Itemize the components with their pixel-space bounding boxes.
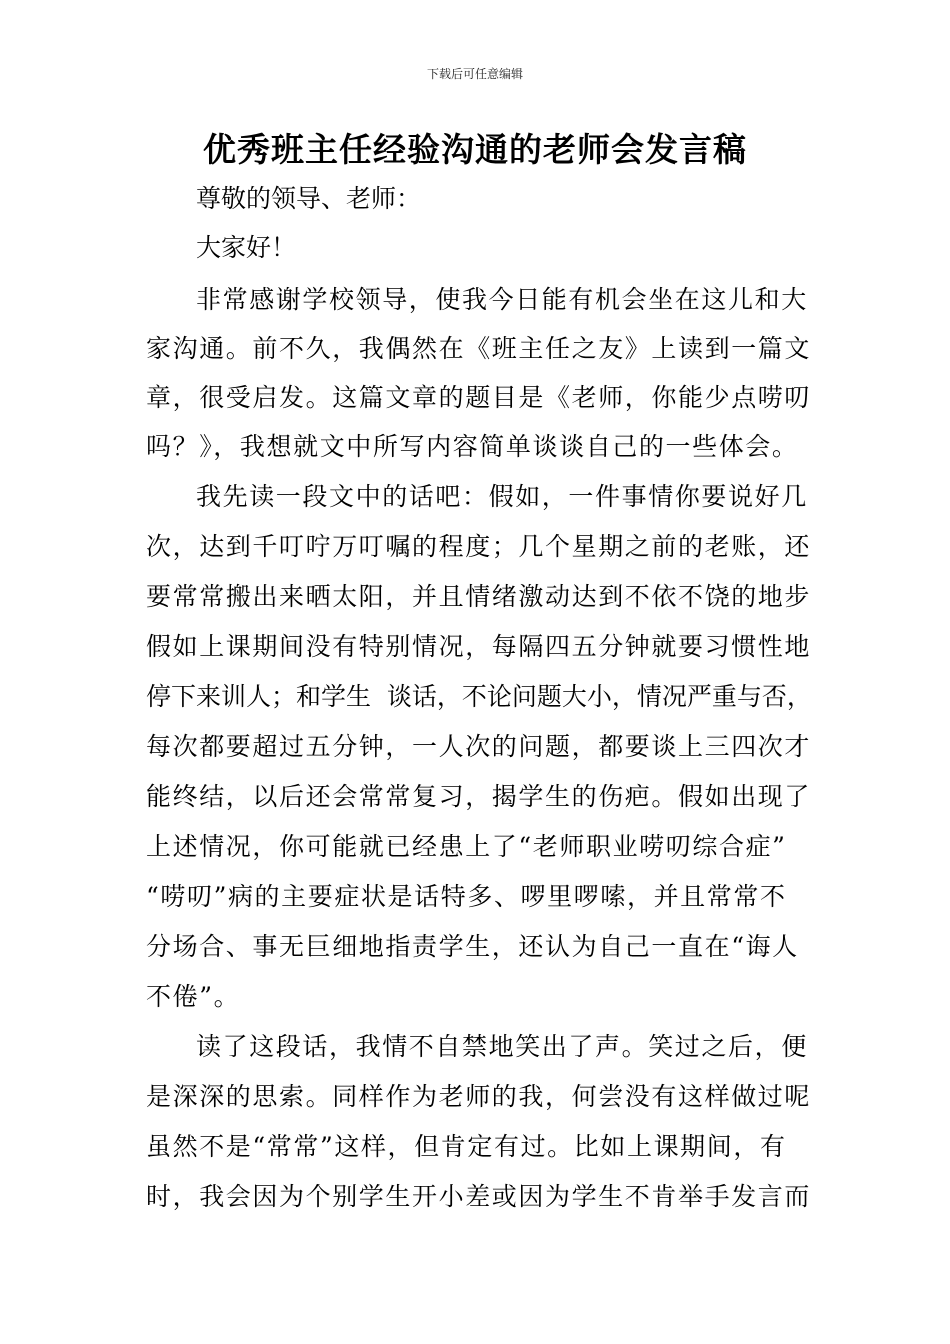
header-note: 下载后可任意编辑 xyxy=(426,67,523,81)
paragraph-3-line-2: 是深深的思索。同样作为老师的我，何尝没有这样做过呢 xyxy=(146,1082,812,1111)
paragraph-2-line-10: 分场合、事无巨细地指责学生，还认为自己一直在“诲人 xyxy=(146,932,799,961)
paragraph-1-line-1: 非常感谢学校领导，使我今日能有机会坐在这儿和大 xyxy=(196,285,808,314)
paragraph-2-line-6: 每次都要超过五分钟，一人次的问题，都要谈上三四次才 xyxy=(146,732,812,761)
paragraph-2-line-1: 我先读一段文中的话吧：假如，一件事情你要说好几 xyxy=(196,482,808,511)
paragraph-2-line-7: 能终结，以后还会常常复习，揭学生的伤疤。假如出现了 xyxy=(146,782,812,811)
paragraph-2-line-11: 不倦”。 xyxy=(146,982,241,1011)
paragraph-1-line-2: 家沟通。前不久，我偶然在《班主任之友》上读到一篇文 xyxy=(146,334,812,363)
paragraph-2-line-5: 停下来训人；和学生 谈话，不论问题大小，情况严重与否， xyxy=(146,682,812,711)
document-title: 优秀班主任经验沟通的老师会发言稿 xyxy=(203,130,747,169)
paragraph-2-line-4: 假如上课期间没有特别情况，每隔四五分钟就要习惯性地 xyxy=(146,632,812,661)
paragraph-3-line-4: 时，我会因为个别学生开小差或因为学生不肯举手发言而 xyxy=(146,1182,812,1211)
greeting-line: 大家好！ xyxy=(196,233,297,262)
paragraph-1-line-3: 章，很受启发。这篇文章的题目是《老师，你能少点唠叨 xyxy=(146,383,812,412)
paragraph-3-line-1: 读了这段话，我情不自禁地笑出了声。笑过之后，便 xyxy=(196,1032,808,1061)
paragraph-2-line-2: 次，达到千叮咛万叮嘱的程度；几个星期之前的老账，还 xyxy=(146,532,812,561)
paragraph-1-line-4: 吗？》，我想就文中所写内容简单谈谈自己的一些体会。 xyxy=(146,432,799,461)
paragraph-2-line-8: 上述情况，你可能就已经患上了“老师职业唠叨综合症” xyxy=(146,832,787,861)
paragraph-2-line-3: 要常常搬出来晒太阳，并且情绪激动达到不依不饶的地步 xyxy=(146,582,812,611)
paragraph-3-line-3: 虽然不是“常常”这样，但肯定有过。比如上课期间，有 xyxy=(146,1132,787,1161)
paragraph-2-line-9: “唠叨”病的主要症状是话特多、啰里啰嗦，并且常常不 xyxy=(146,882,787,911)
salutation-line: 尊敬的领导、老师： xyxy=(196,184,422,213)
